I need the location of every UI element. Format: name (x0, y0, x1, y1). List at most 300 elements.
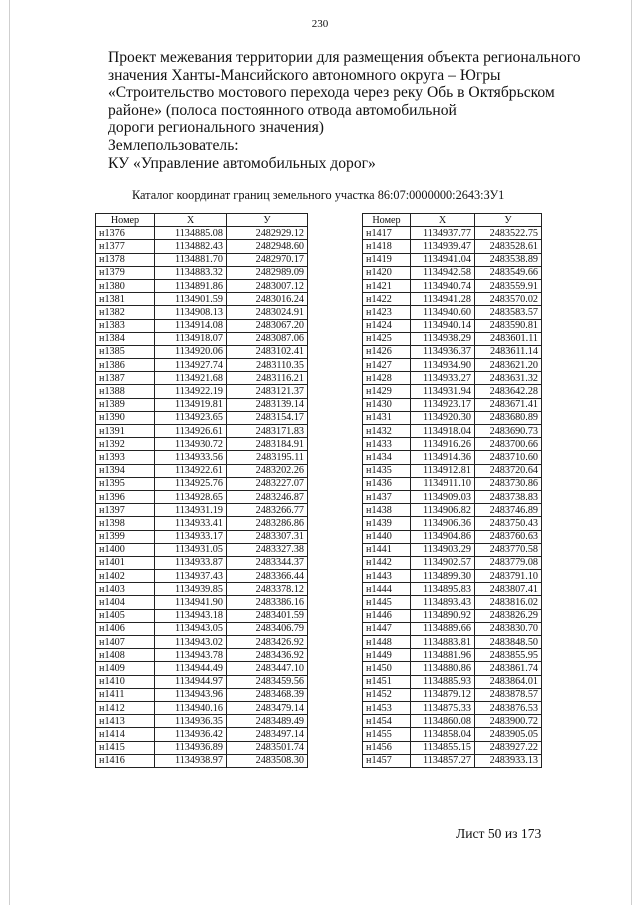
x-coordinate-cell: 1134933.27 (411, 372, 475, 385)
point-number-cell: н1430 (363, 398, 411, 411)
point-number-cell: н1426 (363, 345, 411, 358)
header-y: У (475, 214, 542, 227)
point-number-cell: н1427 (363, 359, 411, 372)
x-coordinate-cell: 1134937.77 (411, 227, 475, 240)
point-number-cell: н1435 (363, 464, 411, 477)
x-coordinate-cell: 1134931.05 (155, 543, 227, 556)
y-coordinate-cell: 2483900.72 (475, 715, 542, 728)
title-line-1: Проект межевания территории для размещения объекта регионального (108, 49, 581, 66)
x-coordinate-cell: 1134939.85 (155, 583, 227, 596)
point-number-cell: н1414 (96, 728, 155, 741)
x-coordinate-cell: 1134895.83 (411, 583, 475, 596)
y-coordinate-cell: 2483864.01 (475, 675, 542, 688)
y-coordinate-cell: 2483848.50 (475, 636, 542, 649)
x-coordinate-cell: 1134880.86 (411, 662, 475, 675)
table-row (363, 372, 542, 385)
y-coordinate-cell: 2483855.95 (475, 649, 542, 662)
point-number-cell: н1450 (363, 662, 411, 675)
table-row (363, 306, 542, 319)
table-row (96, 451, 308, 464)
point-number-cell: н1410 (96, 675, 155, 688)
point-number-cell: н1446 (363, 609, 411, 622)
point-number-cell: н1401 (96, 556, 155, 569)
y-coordinate-cell: 2483459.56 (227, 675, 308, 688)
y-coordinate-cell: 2483227.07 (227, 477, 308, 490)
point-number-cell: н1422 (363, 293, 411, 306)
point-number-cell: н1376 (96, 227, 155, 240)
y-coordinate-cell: 2483760.63 (475, 530, 542, 543)
table-row (96, 306, 308, 319)
point-number-cell: н1438 (363, 504, 411, 517)
table-row (96, 754, 308, 767)
x-coordinate-cell: 1134920.06 (155, 345, 227, 358)
table-row (363, 530, 542, 543)
table-row (96, 636, 308, 649)
table-row (363, 688, 542, 701)
table-row (96, 425, 308, 438)
x-coordinate-cell: 1134931.19 (155, 504, 227, 517)
point-number-cell: н1395 (96, 477, 155, 490)
x-coordinate-cell: 1134940.14 (411, 319, 475, 332)
table-row (96, 279, 308, 292)
y-coordinate-cell: 2483750.43 (475, 517, 542, 530)
point-number-cell: н1409 (96, 662, 155, 675)
x-coordinate-cell: 1134933.87 (155, 556, 227, 569)
y-coordinate-cell: 2483024.91 (227, 306, 308, 319)
table-row (96, 543, 308, 556)
table-row (96, 411, 308, 424)
x-coordinate-cell: 1134938.29 (411, 332, 475, 345)
table-row (363, 517, 542, 530)
table-row (96, 662, 308, 675)
point-number-cell: н1424 (363, 319, 411, 332)
y-coordinate-cell: 2483401.59 (227, 609, 308, 622)
point-number-cell: н1442 (363, 556, 411, 569)
x-coordinate-cell: 1134944.97 (155, 675, 227, 688)
table-header-row (96, 214, 308, 227)
table-row (363, 715, 542, 728)
table-row (363, 319, 542, 332)
point-number-cell: н1406 (96, 622, 155, 635)
title-line-3: «Строительство мостового перехода через реку Обь в Октябрьском (108, 84, 555, 102)
x-coordinate-cell: 1134890.92 (411, 609, 475, 622)
y-coordinate-cell: 2483007.12 (227, 279, 308, 292)
table-row (96, 398, 308, 411)
y-coordinate-cell: 2483642.28 (475, 385, 542, 398)
point-number-cell: н1454 (363, 715, 411, 728)
table-row (96, 622, 308, 635)
y-coordinate-cell: 2483016.24 (227, 293, 308, 306)
x-coordinate-cell: 1134912.81 (411, 464, 475, 477)
y-coordinate-cell: 2483878.57 (475, 688, 542, 701)
x-coordinate-cell: 1134899.30 (411, 570, 475, 583)
x-coordinate-cell: 1134927.74 (155, 359, 227, 372)
y-coordinate-cell: 2483570.02 (475, 293, 542, 306)
point-number-cell: н1425 (363, 332, 411, 345)
point-number-cell: н1457 (363, 754, 411, 767)
table-row (363, 359, 542, 372)
table-row (96, 385, 308, 398)
x-coordinate-cell: 1134936.37 (411, 345, 475, 358)
x-coordinate-cell: 1134943.02 (155, 636, 227, 649)
x-coordinate-cell: 1134940.16 (155, 701, 227, 714)
title-line-4: районе» (полоса постоянного отвода автомобильной (108, 101, 457, 119)
x-coordinate-cell: 1134928.65 (155, 490, 227, 503)
y-coordinate-cell: 2483876.53 (475, 701, 542, 714)
table-row (363, 701, 542, 714)
y-coordinate-cell: 2483549.66 (475, 266, 542, 279)
y-coordinate-cell: 2483286.86 (227, 517, 308, 530)
y-coordinate-cell: 2483730.86 (475, 477, 542, 490)
x-coordinate-cell: 1134883.81 (411, 636, 475, 649)
x-coordinate-cell: 1134875.33 (411, 701, 475, 714)
table-row (363, 385, 542, 398)
y-coordinate-cell: 2483538.89 (475, 253, 542, 266)
point-number-cell: н1449 (363, 649, 411, 662)
x-coordinate-cell: 1134943.96 (155, 688, 227, 701)
y-coordinate-cell: 2483770.58 (475, 543, 542, 556)
x-coordinate-cell: 1134857.27 (411, 754, 475, 767)
x-coordinate-cell: 1134914.08 (155, 319, 227, 332)
x-coordinate-cell: 1134933.56 (155, 451, 227, 464)
point-number-cell: н1441 (363, 543, 411, 556)
table-row (363, 490, 542, 503)
y-coordinate-cell: 2483738.83 (475, 490, 542, 503)
y-coordinate-cell: 2483830.70 (475, 622, 542, 635)
table-row (96, 438, 308, 451)
table-row (96, 240, 308, 253)
y-coordinate-cell: 2483690.73 (475, 425, 542, 438)
point-number-cell: н1385 (96, 345, 155, 358)
table-row (96, 530, 308, 543)
table-row (96, 649, 308, 662)
point-number-cell: н1440 (363, 530, 411, 543)
y-coordinate-cell: 2483631.32 (475, 372, 542, 385)
x-coordinate-cell: 1134903.29 (411, 543, 475, 556)
x-coordinate-cell: 1134941.04 (411, 253, 475, 266)
point-number-cell: н1428 (363, 372, 411, 385)
header-x: X (411, 214, 475, 227)
point-number-cell: н1382 (96, 306, 155, 319)
point-number-cell: н1394 (96, 464, 155, 477)
y-coordinate-cell: 2483621.20 (475, 359, 542, 372)
table-row (363, 253, 542, 266)
point-number-cell: н1405 (96, 609, 155, 622)
table-row (363, 464, 542, 477)
x-coordinate-cell: 1134906.82 (411, 504, 475, 517)
table-row (363, 227, 542, 240)
header-number: Номер (363, 214, 411, 227)
y-coordinate-cell: 2483816.02 (475, 596, 542, 609)
x-coordinate-cell: 1134901.59 (155, 293, 227, 306)
x-coordinate-cell: 1134911.10 (411, 477, 475, 490)
point-number-cell: н1396 (96, 490, 155, 503)
point-number-cell: н1411 (96, 688, 155, 701)
x-coordinate-cell: 1134941.90 (155, 596, 227, 609)
point-number-cell: н1389 (96, 398, 155, 411)
table-row (363, 556, 542, 569)
point-number-cell: н1448 (363, 636, 411, 649)
point-number-cell: н1434 (363, 451, 411, 464)
point-number-cell: н1417 (363, 227, 411, 240)
point-number-cell: н1436 (363, 477, 411, 490)
y-coordinate-cell: 2483861.74 (475, 662, 542, 675)
table-row (96, 490, 308, 503)
title-line-6: Землепользователь: (108, 136, 239, 154)
table-row (96, 359, 308, 372)
y-coordinate-cell: 2483807.41 (475, 583, 542, 596)
x-coordinate-cell: 1134858.04 (411, 728, 475, 741)
x-coordinate-cell: 1134914.36 (411, 451, 475, 464)
x-coordinate-cell: 1134906.36 (411, 517, 475, 530)
y-coordinate-cell: 2483327.38 (227, 543, 308, 556)
x-coordinate-cell: 1134885.93 (411, 675, 475, 688)
point-number-cell: н1445 (363, 596, 411, 609)
x-coordinate-cell: 1134860.08 (411, 715, 475, 728)
y-coordinate-cell: 2483497.14 (227, 728, 308, 741)
point-number-cell: н1443 (363, 570, 411, 583)
y-coordinate-cell: 2483195.11 (227, 451, 308, 464)
table-row (363, 398, 542, 411)
header-number: Номер (96, 214, 155, 227)
point-number-cell: н1420 (363, 266, 411, 279)
y-coordinate-cell: 2483406.79 (227, 622, 308, 635)
y-coordinate-cell: 2482929.12 (227, 227, 308, 240)
x-coordinate-cell: 1134920.30 (411, 411, 475, 424)
y-coordinate-cell: 2483700.66 (475, 438, 542, 451)
x-coordinate-cell: 1134891.86 (155, 279, 227, 292)
x-coordinate-cell: 1134855.15 (411, 741, 475, 754)
table-row (363, 438, 542, 451)
title-line-2: значения Ханты-Мансийского автономного округа – Югры (108, 66, 501, 84)
point-number-cell: н1379 (96, 266, 155, 279)
y-coordinate-cell: 2483611.14 (475, 345, 542, 358)
table-row (363, 675, 542, 688)
point-number-cell: н1381 (96, 293, 155, 306)
point-number-cell: н1386 (96, 359, 155, 372)
x-coordinate-cell: 1134941.28 (411, 293, 475, 306)
point-number-cell: н1451 (363, 675, 411, 688)
y-coordinate-cell: 2482970.17 (227, 253, 308, 266)
table-row (96, 596, 308, 609)
y-coordinate-cell: 2483508.30 (227, 754, 308, 767)
x-coordinate-cell: 1134925.76 (155, 477, 227, 490)
point-number-cell: н1453 (363, 701, 411, 714)
table-row (96, 741, 308, 754)
header-y: У (227, 214, 308, 227)
y-coordinate-cell: 2483927.22 (475, 741, 542, 754)
point-number-cell: н1397 (96, 504, 155, 517)
table-row (96, 517, 308, 530)
table-row (363, 583, 542, 596)
y-coordinate-cell: 2483933.13 (475, 754, 542, 767)
table-row (363, 266, 542, 279)
table-row (96, 715, 308, 728)
point-number-cell: н1391 (96, 425, 155, 438)
x-coordinate-cell: 1134939.47 (411, 240, 475, 253)
table-header-row (363, 214, 542, 227)
y-coordinate-cell: 2483116.21 (227, 372, 308, 385)
table-row (96, 345, 308, 358)
x-coordinate-cell: 1134943.05 (155, 622, 227, 635)
table-row (96, 583, 308, 596)
title-line-7: КУ «Управление автомобильных дорог» (108, 154, 376, 172)
y-coordinate-cell: 2483680.89 (475, 411, 542, 424)
table-row (363, 504, 542, 517)
x-coordinate-cell: 1134943.78 (155, 649, 227, 662)
y-coordinate-cell: 2483436.92 (227, 649, 308, 662)
x-coordinate-cell: 1134893.43 (411, 596, 475, 609)
y-coordinate-cell: 2483110.35 (227, 359, 308, 372)
x-coordinate-cell: 1134936.42 (155, 728, 227, 741)
point-number-cell: н1384 (96, 332, 155, 345)
y-coordinate-cell: 2483154.17 (227, 411, 308, 424)
y-coordinate-cell: 2483559.91 (475, 279, 542, 292)
y-coordinate-cell: 2483171.83 (227, 425, 308, 438)
point-number-cell: н1429 (363, 385, 411, 398)
x-coordinate-cell: 1134881.96 (411, 649, 475, 662)
point-number-cell: н1447 (363, 622, 411, 635)
point-number-cell: н1400 (96, 543, 155, 556)
point-number-cell: н1413 (96, 715, 155, 728)
y-coordinate-cell: 2483720.64 (475, 464, 542, 477)
coordinates-table-left (95, 213, 308, 768)
x-coordinate-cell: 1134883.32 (155, 266, 227, 279)
x-coordinate-cell: 1134882.43 (155, 240, 227, 253)
title-line-5: дороги регионального значения) (108, 119, 324, 137)
y-coordinate-cell: 2483501.74 (227, 741, 308, 754)
table-row (363, 332, 542, 345)
table-row (96, 253, 308, 266)
point-number-cell: н1415 (96, 741, 155, 754)
x-coordinate-cell: 1134943.18 (155, 609, 227, 622)
x-coordinate-cell: 1134936.35 (155, 715, 227, 728)
point-number-cell: н1433 (363, 438, 411, 451)
point-number-cell: н1412 (96, 701, 155, 714)
y-coordinate-cell: 2483468.39 (227, 688, 308, 701)
scan-edge-line-right (631, 0, 632, 905)
x-coordinate-cell: 1134918.07 (155, 332, 227, 345)
point-number-cell: н1416 (96, 754, 155, 767)
point-number-cell: н1437 (363, 490, 411, 503)
x-coordinate-cell: 1134926.61 (155, 425, 227, 438)
x-coordinate-cell: 1134923.65 (155, 411, 227, 424)
scan-edge-line-left (9, 0, 10, 905)
y-coordinate-cell: 2483121.37 (227, 385, 308, 398)
table-row (363, 240, 542, 253)
y-coordinate-cell: 2483528.61 (475, 240, 542, 253)
table-row (363, 411, 542, 424)
table-row (96, 227, 308, 240)
point-number-cell: н1431 (363, 411, 411, 424)
table-row (363, 636, 542, 649)
x-coordinate-cell: 1134936.89 (155, 741, 227, 754)
document-title (108, 49, 581, 172)
y-coordinate-cell: 2483067.20 (227, 319, 308, 332)
point-number-cell: н1439 (363, 517, 411, 530)
table-row (363, 622, 542, 635)
x-coordinate-cell: 1134937.43 (155, 570, 227, 583)
table-row (96, 701, 308, 714)
y-coordinate-cell: 2483184.91 (227, 438, 308, 451)
point-number-cell: н1390 (96, 411, 155, 424)
table-row (363, 279, 542, 292)
x-coordinate-cell: 1134944.49 (155, 662, 227, 675)
x-coordinate-cell: 1134922.19 (155, 385, 227, 398)
table-row (96, 372, 308, 385)
point-number-cell: н1393 (96, 451, 155, 464)
point-number-cell: н1423 (363, 306, 411, 319)
y-coordinate-cell: 2483905.05 (475, 728, 542, 741)
table-row (96, 319, 308, 332)
header-x: X (155, 214, 227, 227)
x-coordinate-cell: 1134942.58 (411, 266, 475, 279)
y-coordinate-cell: 2483087.06 (227, 332, 308, 345)
point-number-cell: н1380 (96, 279, 155, 292)
table-row (363, 477, 542, 490)
point-number-cell: н1407 (96, 636, 155, 649)
x-coordinate-cell: 1134919.81 (155, 398, 227, 411)
y-coordinate-cell: 2483378.12 (227, 583, 308, 596)
x-coordinate-cell: 1134933.17 (155, 530, 227, 543)
table-row (96, 477, 308, 490)
table-row (363, 754, 542, 767)
table-row (363, 543, 542, 556)
point-number-cell: н1418 (363, 240, 411, 253)
coordinates-table-right (362, 213, 542, 768)
table-row (96, 556, 308, 569)
table-row (363, 596, 542, 609)
point-number-cell: н1444 (363, 583, 411, 596)
y-coordinate-cell: 2482989.09 (227, 266, 308, 279)
y-coordinate-cell: 2482948.60 (227, 240, 308, 253)
y-coordinate-cell: 2483202.26 (227, 464, 308, 477)
y-coordinate-cell: 2483246.87 (227, 490, 308, 503)
table-row (96, 266, 308, 279)
y-coordinate-cell: 2483522.75 (475, 227, 542, 240)
y-coordinate-cell: 2483791.10 (475, 570, 542, 583)
y-coordinate-cell: 2483746.89 (475, 504, 542, 517)
table-row (363, 570, 542, 583)
x-coordinate-cell: 1134938.97 (155, 754, 227, 767)
point-number-cell: н1408 (96, 649, 155, 662)
y-coordinate-cell: 2483826.29 (475, 609, 542, 622)
x-coordinate-cell: 1134916.26 (411, 438, 475, 451)
table-row (363, 662, 542, 675)
point-number-cell: н1456 (363, 741, 411, 754)
table-row (363, 649, 542, 662)
x-coordinate-cell: 1134904.86 (411, 530, 475, 543)
catalog-title: Каталог координат границ земельного участка 86:07:0000000:2643:ЗУ1 (132, 188, 505, 202)
point-number-cell: н1403 (96, 583, 155, 596)
table-row (363, 741, 542, 754)
point-number-cell: н1388 (96, 385, 155, 398)
table-row (363, 425, 542, 438)
table-row (363, 451, 542, 464)
point-number-cell: н1452 (363, 688, 411, 701)
point-number-cell: н1404 (96, 596, 155, 609)
x-coordinate-cell: 1134881.70 (155, 253, 227, 266)
y-coordinate-cell: 2483583.57 (475, 306, 542, 319)
point-number-cell: н1402 (96, 570, 155, 583)
table-row (96, 570, 308, 583)
table-row (96, 293, 308, 306)
y-coordinate-cell: 2483489.49 (227, 715, 308, 728)
x-coordinate-cell: 1134923.17 (411, 398, 475, 411)
y-coordinate-cell: 2483426.92 (227, 636, 308, 649)
table-row (96, 675, 308, 688)
x-coordinate-cell: 1134940.74 (411, 279, 475, 292)
